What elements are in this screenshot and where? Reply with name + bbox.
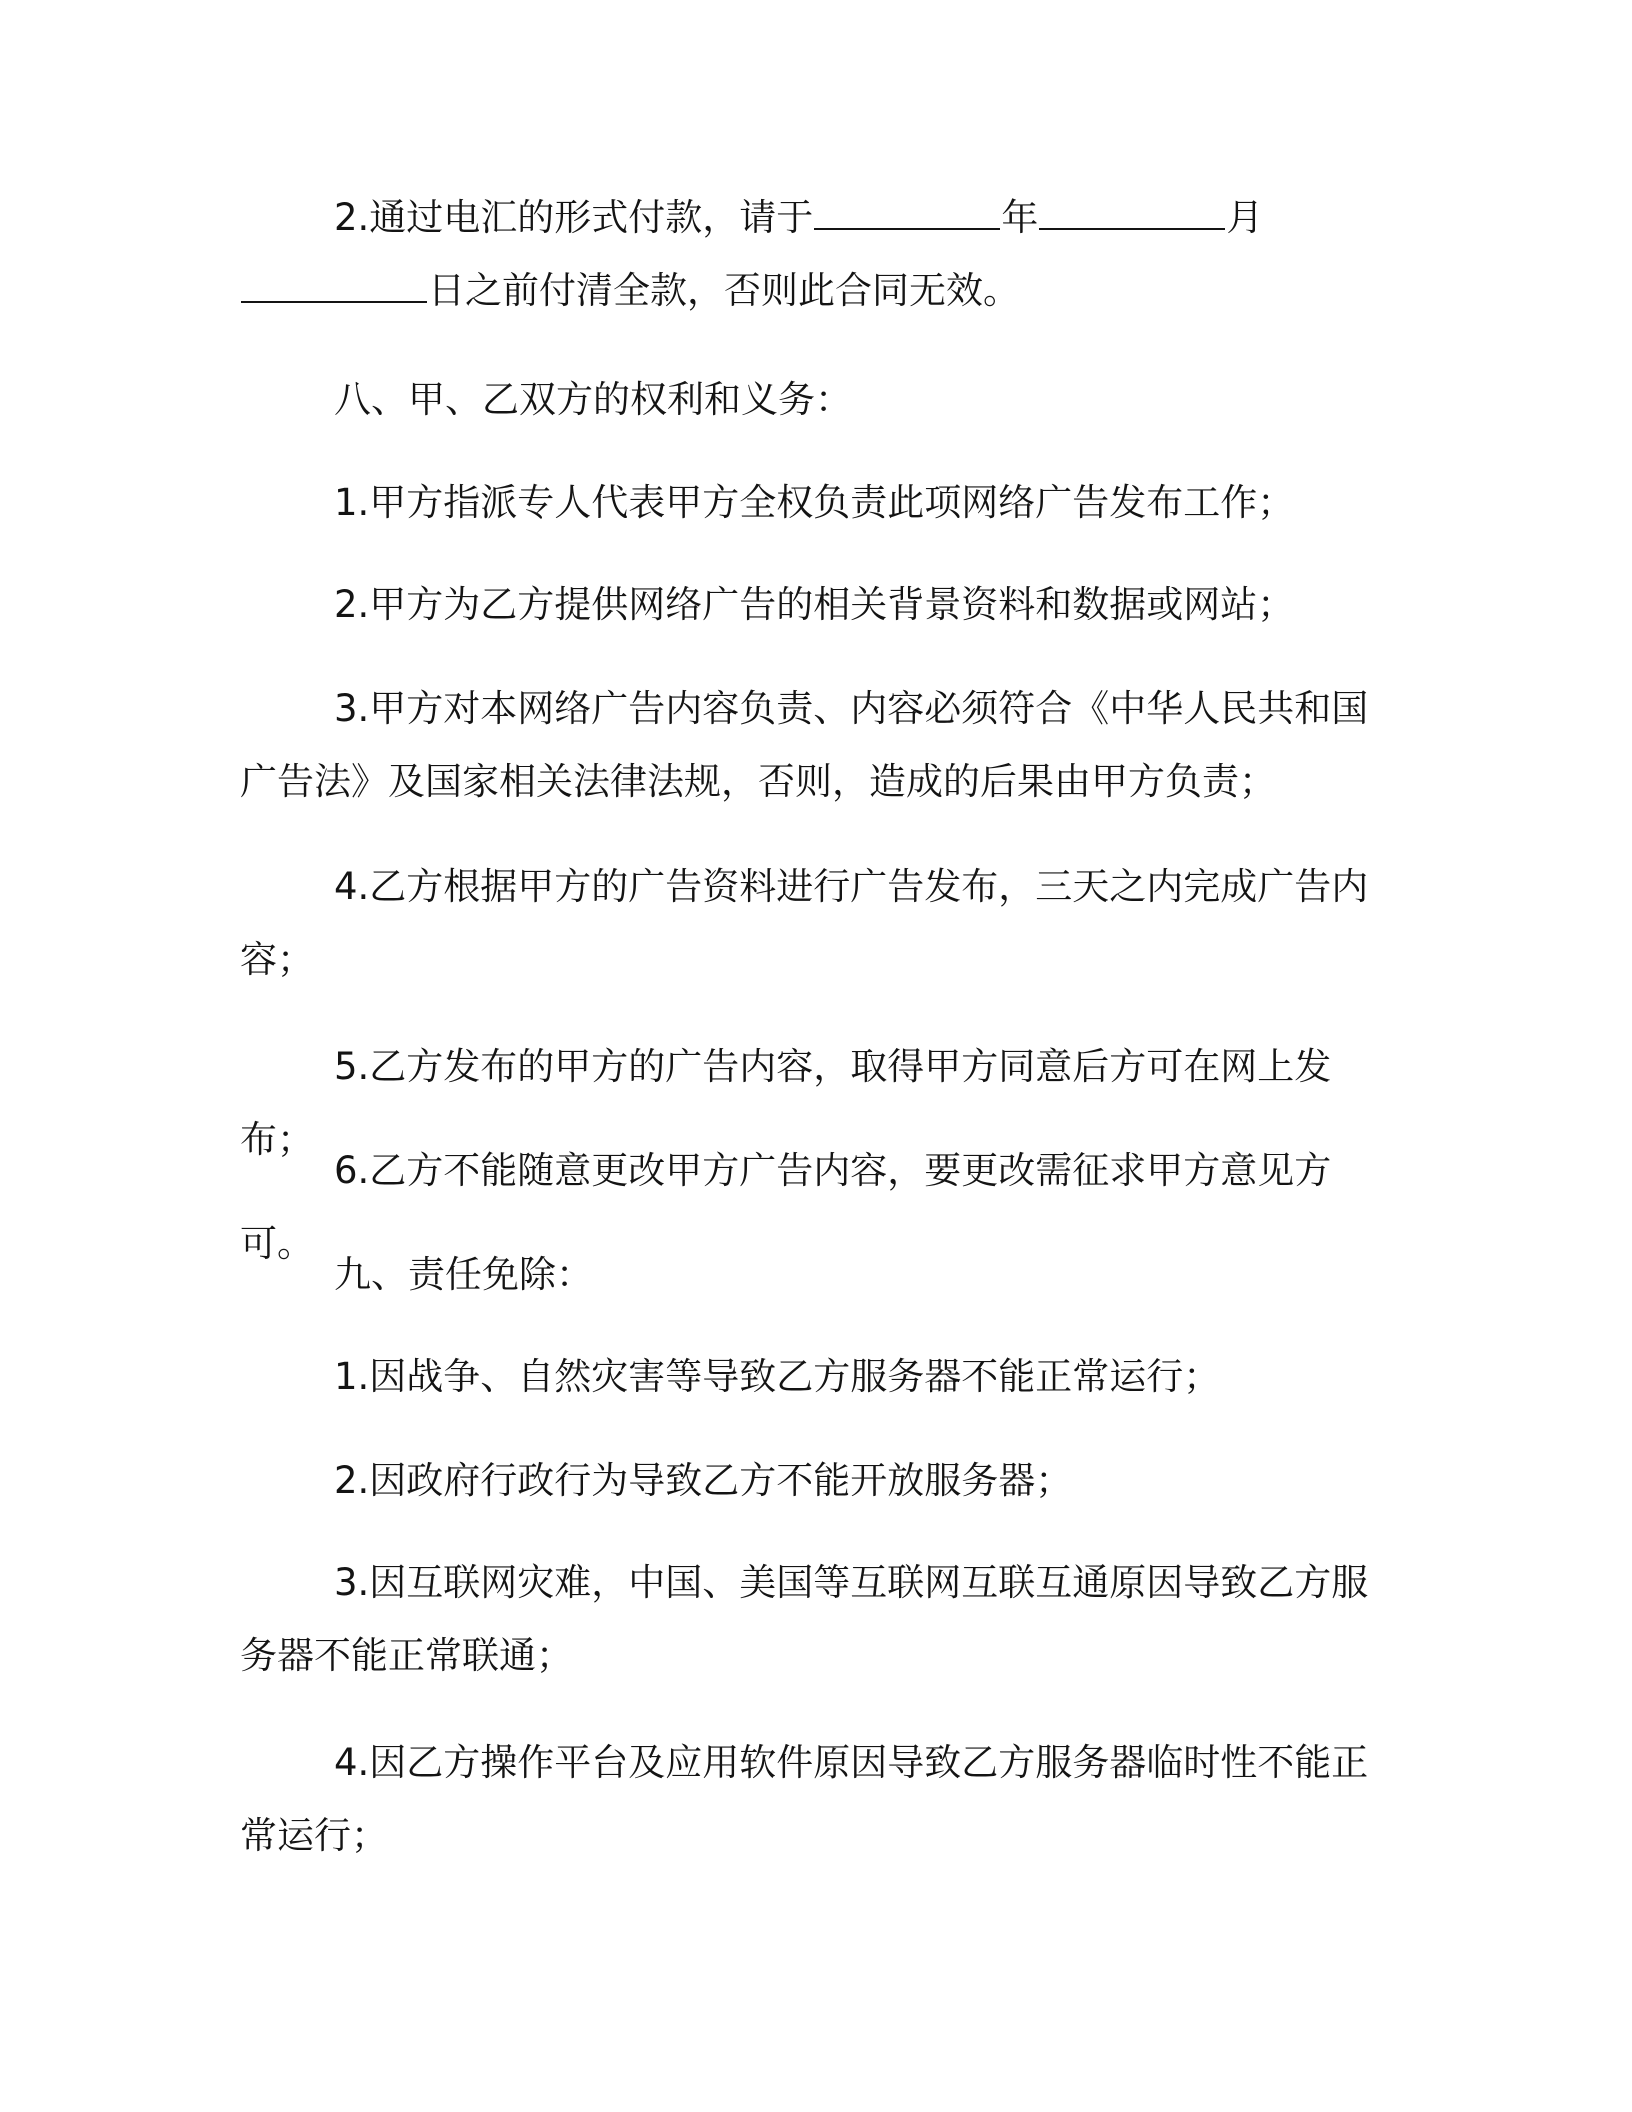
year-blank (814, 224, 1000, 230)
section-8-item-1: 1.甲方指派专人代表甲方全权负责此项网络广告发布工作； (334, 481, 1295, 524)
section-8-heading: 八、甲、乙双方的权利和义务： (334, 378, 852, 421)
section-9-item-2: 2.因政府行政行为导致乙方不能开放服务器； (334, 1459, 1073, 1502)
section-9-item-1: 1.因战争、自然灾害等导致乙方服务器不能正常运行； (334, 1355, 1221, 1398)
month-label: 月 (1226, 196, 1264, 239)
payment-clause-suffix: 日之前付清全款，否则此合同无效。 (428, 269, 1020, 312)
month-blank (1039, 224, 1225, 230)
section-8-item-4: 4.乙方根据甲方的广告资料进行广告发布，三天之内完成广告内容； (240, 865, 1369, 981)
payment-clause-prefix: 2.通过电汇的形式付款，请于 (334, 196, 814, 239)
payment-clause-2 (240, 181, 1375, 327)
section-8-item-5: 5.乙方发布的甲方的广告内容，取得甲方同意后方可在网上发布； (240, 1045, 1332, 1161)
year-label: 年 (1001, 196, 1039, 239)
section-8-item-2: 2.甲方为乙方提供网络广告的相关背景资料和数据或网站； (334, 583, 1295, 626)
section-8-item-6: 6.乙方不能随意更改甲方广告内容，要更改需征求甲方意见方可。 (240, 1149, 1332, 1265)
day-blank (241, 297, 427, 303)
section-9-item-3: 3.因互联网灾难，中国、美国等互联网互联互通原因导致乙方服务器不能正常联通； (240, 1561, 1369, 1677)
section-9-item-4: 4.因乙方操作平台及应用软件原因导致乙方服务器临时性不能正常运行； (240, 1741, 1369, 1857)
section-8-item-3: 3.甲方对本网络广告内容负责、内容必须符合《中华人民共和国广告法》及国家相关法律法规，否则，造成的后果由甲方负责； (240, 687, 1369, 803)
section-9-heading: 九、责任免除： (334, 1253, 593, 1296)
